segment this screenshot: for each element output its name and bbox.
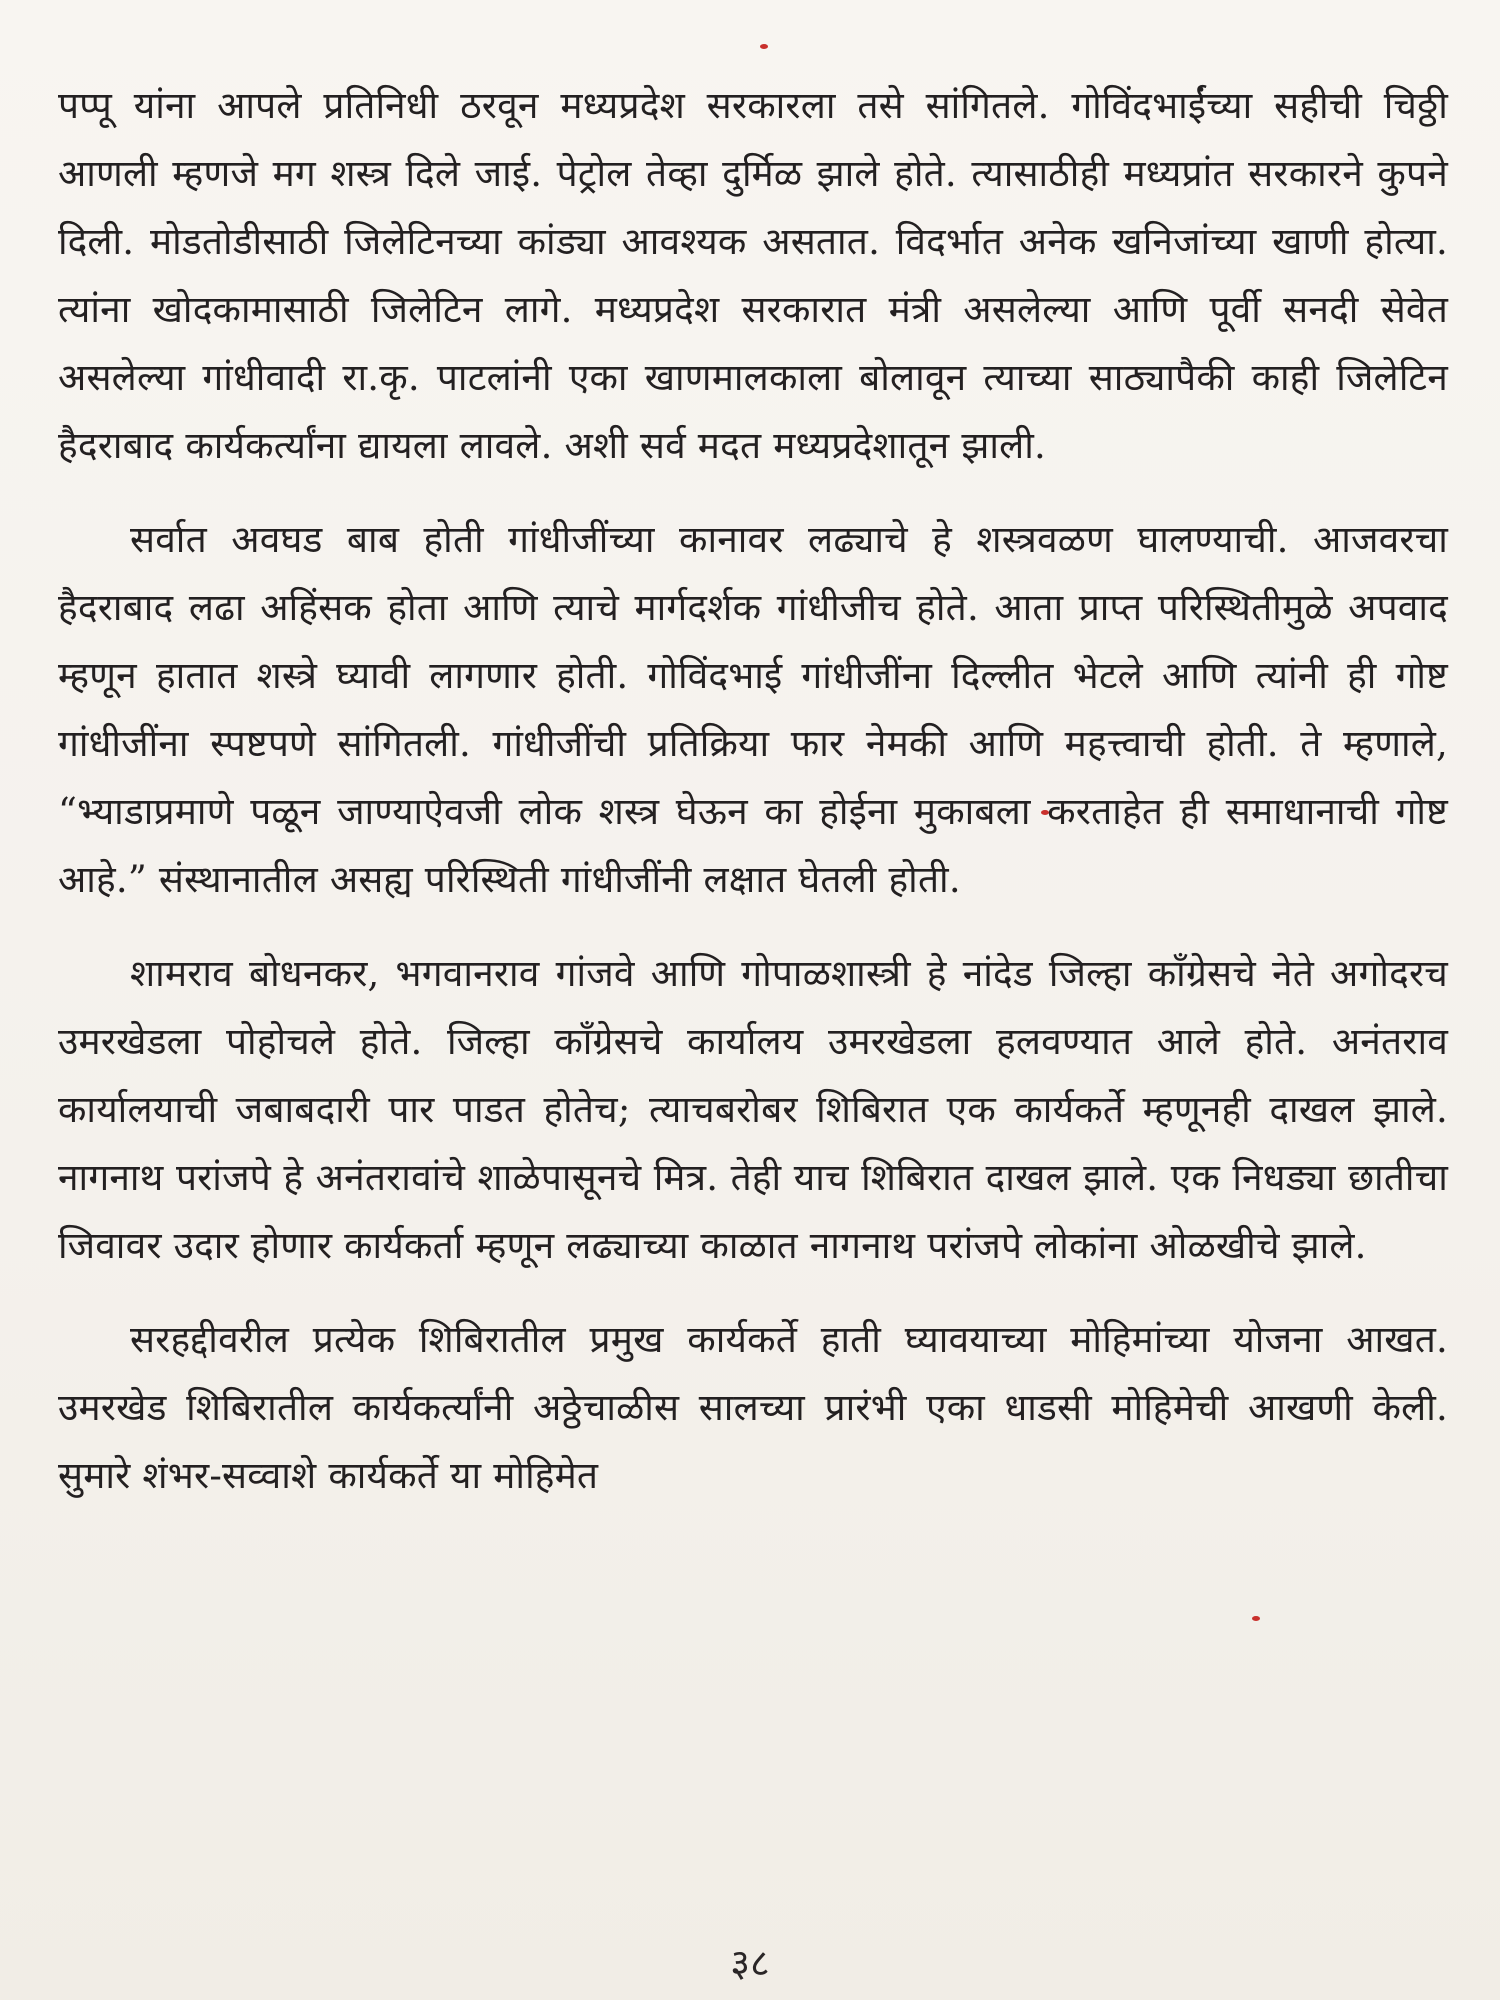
paragraph-2: सर्वात अवघड बाब होती गांधीजींच्या कानावर लढ्याचे हे शस्त्रवळण घालण्याची. आजवरचा हैदराबाद लढा अहिंसक होता आणि त्याचे मार्गदर्शक गांधीजीच होते. आता प्राप्त परिस्थितीमुळे अपवाद म्हणून हातात शस्त्रे घ्यावी लागणार होती. गोविंदभाई गांधीजींना दिल्लीत भेटले आणि त्यांनी ही गोष्ट गांधीजींना स्पष्टपणे सांगितली. गांधीजींची प्रतिक्रिया फार नेमकी आणि महत्त्वाची होती. ते म्हणाले, “भ्याडाप्रमाणे पळून जाण्याऐवजी लोक शस्त्र घेऊन का होईना मुकाबला करताहेत ही समाधानाची गोष्ट आहे.” संस्थानातील असह्य परिस्थिती गांधीजींनी लक्षात घेतली होती. (58, 518, 1448, 901)
body-text (58, 72, 1448, 1536)
ink-speck (1252, 1616, 1260, 1621)
paragraph-3: शामराव बोधनकर, भगवानराव गांजवे आणि गोपाळशास्त्री हे नांदेड जिल्हा काँग्रेसचे नेते अगोदरच उमरखेडला पोहोचले होते. जिल्हा काँग्रेसचे कार्यालय उमरखेडला हलवण्यात आले होते. अनंतराव कार्यालयाची जबाबदारी पार पाडत होतेच; त्याचबरोबर शिबिरात एक कार्यकर्ते म्हणूनही दाखल झाले. नागनाथ परांजपे हे अनंतरावांचे शाळेपासूनचे मित्र. तेही याच शिबिरात दाखल झाले. एक निधड्या छातीचा जिवावर उदार होणार कार्यकर्ता म्हणून लढ्याच्या काळात नागनाथ परांजपे लोकांना ओळखीचे झाले. (58, 952, 1448, 1267)
ink-speck (760, 44, 768, 49)
page-number: ३८ (730, 1941, 770, 1985)
paragraph-1: पप्पू यांना आपले प्रतिनिधी ठरवून मध्यप्रदेश सरकारला तसे सांगितले. गोविंदभाईंच्या सहीची चिठ्ठी आणली म्हणजे मग शस्त्र दिले जाई. पेट्रोल तेव्हा दुर्मिळ झाले होते. त्यासाठीही मध्यप्रांत सरकारने कुपने दिली. मोडतोडीसाठी जिलेटिनच्या कांड्या आवश्यक असतात. विदर्भात अनेक खनिजांच्या खाणी होत्या. त्यांना खोदकामासाठी जिलेटिन लागे. मध्यप्रदेश सरकारात मंत्री असलेल्या आणि पूर्वी सनदी सेवेत असलेल्या गांधीवादी रा.कृ. पाटलांनी एका खाणमालकाला बोलावून त्याच्या साठ्यापैकी काही जिलेटिन हैदराबाद कार्यकर्त्यांना द्यायला लावले. अशी सर्व मदत मध्यप्रदेशातून झाली. (58, 84, 1448, 467)
paragraph-4: सरहद्दीवरील प्रत्येक शिबिरातील प्रमुख कार्यकर्ते हाती घ्यावयाच्या मोहिमांच्या योजना आखत. उमरखेड शिबिरातील कार्यकर्त्यांनी अठ्ठेचाळीस सालच्या प्रारंभी एका धाडसी मोहिमेची आखणी केली. सुमारे शंभर-सव्वाशे कार्यकर्ते या मोहिमेत (58, 1318, 1448, 1497)
